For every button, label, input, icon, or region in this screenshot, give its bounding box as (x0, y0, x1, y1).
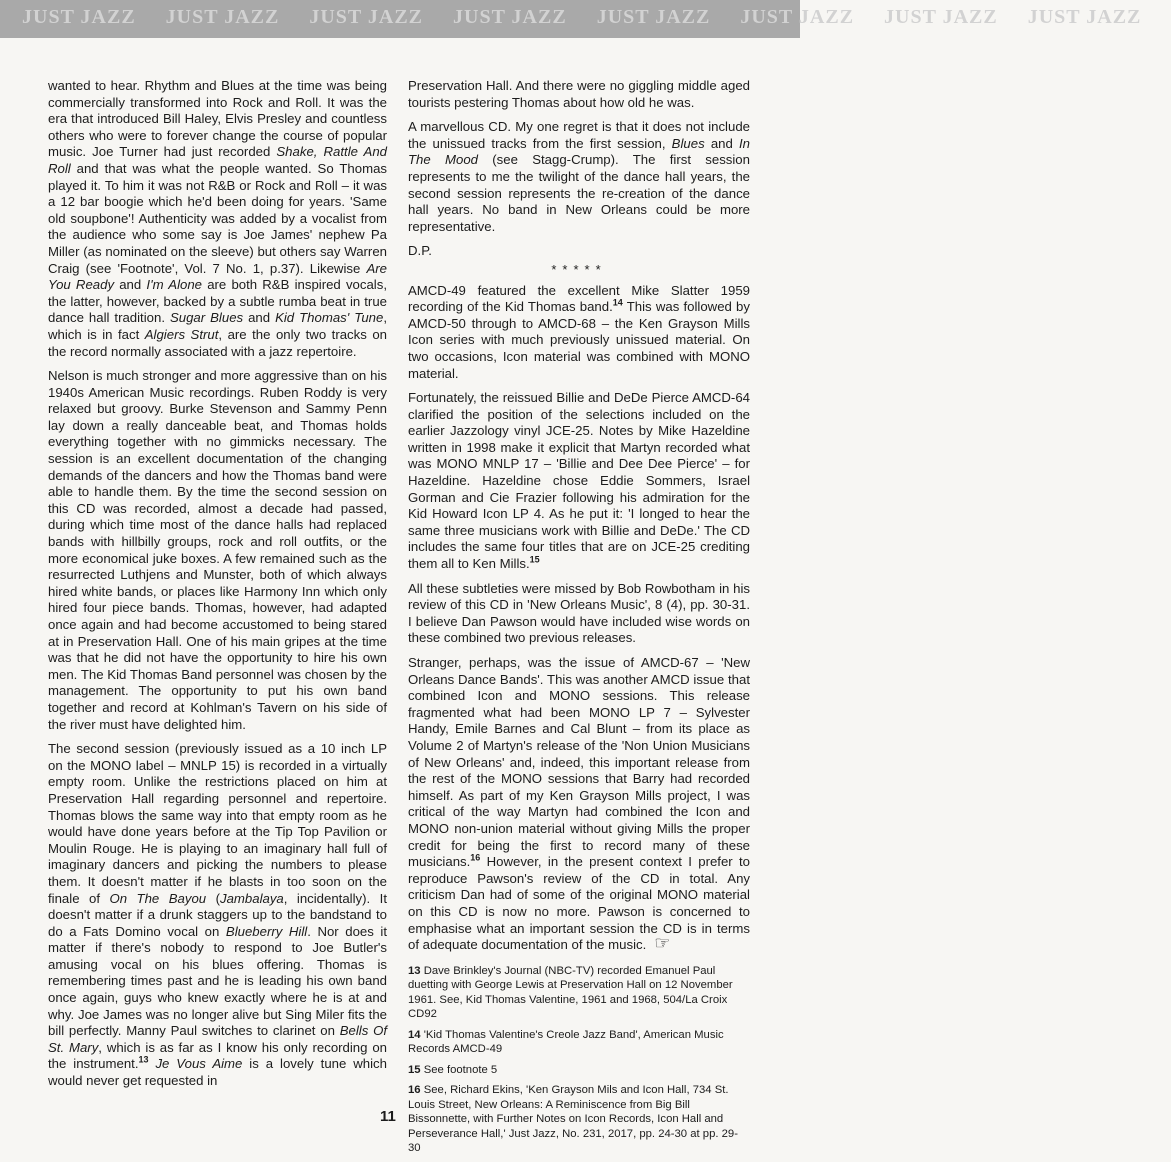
italic-title: Kid Thomas' Tune (275, 310, 384, 326)
paragraph: A marvellous CD. My one regret is that it does not include the unissued tracks from the first session, Blues and In The Mood (see Stagg-Crump). The first session represents to me the twilight of the dance hall years, the second session represents the re-creation of the dance hall years. No band in New Orleans could be more representative. (408, 119, 750, 234)
page-number: 11 (380, 1108, 396, 1125)
paragraph: Nelson is much stronger and more aggressive than on his 1940s American Music recordings. Ruben Roddy is very relaxed but groovy. Burke Stevenson and Sammy Penn lay down a really danceable beat, and Thomas holds everything together with no gimmicks necessary. The session is an excellent documentation of the changing demands of the dancers and how the Thomas band were able to handle them. By the time the second session on this CD was recorded, almost a decade had passed, during which time most of the dance halls had replaced bands with hillbilly groups, rock and roll outfits, or the more economical juke boxes. A few remained such as the resurrected Luthjens and Munster, both of which always hired white bands, or places like Harmony Inn which only hired four piece bands. Thomas, however, had adapted once again and had become accustomed to being stared at in Preservation Hall. One of his main gripes at the time was that he did not have the opportunity to hire his own men. The Kid Thomas Band personnel was chosen by the management. The opportunity to put his own band together and record at Kohlman's Tavern on his side of the river must have delighted him. (48, 368, 387, 732)
paragraph: Stranger, perhaps, was the issue of AMCD-67 – 'New Orleans Dance Bands'. This was another AMCD issue that combined Icon and MONO sessions. This release fragmented what had been MONO LP 7 – Sylvester Handy, Emile Barnes and Cal Blunt – from its place as Volume 2 of Martyn's release of the 'Non Union Musicians of New Orleans' and, indeed, this important release from the rest of the MONO sessions that Barry had recorded himself. As part of my Ken Grayson Mills project, I was critical of the way Martyn had combined the Icon and MONO non-union material without giving Mills the proper credit for being the first to record many of these musicians.$^{16}$ However, in the present context I prefer to reproduce Pawson's review of the CD in total. Any criticism Dan had of some of the original MONO material on this CD is now no more. Pawson is concerned to emphasise what an important session the CD is in terms of adequate documentation of the music. ☞ (408, 655, 750, 954)
banner-text: JUST JAZZ (1027, 6, 1142, 28)
italic-title: Blueberry Hill (225, 923, 308, 939)
page-header-banner (0, 0, 1142, 38)
section-separator: ***** (551, 261, 607, 277)
paragraph: Preservation Hall. And there were no giggling middle aged tourists pestering Thomas about how old he was. (408, 78, 750, 110)
italic-title: Algiers Strut (144, 326, 219, 342)
banner-text: JUST JAZZ (22, 6, 136, 28)
footnote: 15 See footnote 5 (408, 1063, 498, 1076)
banner-text: JUST JAZZ (165, 6, 280, 28)
italic-title: Blues (671, 135, 705, 151)
right-column (408, 78, 750, 1162)
paragraph: wanted to hear. Rhythm and Blues at the time was being commercially transformed into Rock and Roll. It was the era that introduced Bill Haley, Elvis Presley and countless others who were to forever change the course of popular music. Joe Turner had just recorded Shake, Rattle And Roll and that was what the people wanted. So Thomas played it. To him it was not R&B or Rock and Roll – it was a 12 bar boogie which he'd been doing for years. 'Same old soupbone'! Authenticity was added by a vocalist from the audience who some say is Joe James' nephew Pa Miller (as nominated on the sleeve) but others say Warren Craig (see 'Footnote', Vol. 7 No. 1, p.37). Likewise Are You Ready and I'm Alone are both R&B inspired vocals, the latter, however, backed by a subtle rumba beat in true dance hall tradition. Sugar Blues and Kid Thomas' Tune, which is in fact Algiers Strut, are the only two tracks on the record normally associated with a jazz repertoire. (48, 78, 387, 359)
footnote: 16 See, Richard Ekins, 'Ken Grayson Mils and Icon Hall, 734 St. Louis Street, New Orleans: A Reminiscence from Big Bill Bissonnette, with Further Notes on Icon Records, Icon Hall and Perseverance Hall,' Just Jazz, No. 231, 2017, pp. 24-30 at pp. 29-30 (408, 1084, 738, 1155)
italic-title: Jambalaya (219, 890, 284, 906)
footnotes (408, 964, 750, 1156)
footnote-ref: 14 (612, 297, 623, 308)
footnote-ref: 13 (138, 1055, 149, 1066)
author-signature: D.P. (408, 243, 432, 259)
banner-text: JUST JAZZ (884, 6, 998, 28)
italic-title: Shake, Rattle And Roll (48, 144, 387, 176)
footnote: 13 Dave Brinkley's Journal (NBC-TV) recorded Emanuel Paul duetting with George Lewis at Preservation Hall on 12 November 1961. See, Kid Thomas Valentine, 1961 and 1968, 504/La Croix CD92 (408, 964, 733, 1021)
continue-pointing-hand-icon: ☞ (654, 933, 671, 954)
paragraph: The second session (previously issued as a 10 inch LP on the MONO label – MNLP 15) is recorded in a virtually empty room. Unlike the restrictions placed on him at Preservation Hall regarding personnel and repertoire. Thomas blows the same way into that empty room as he would have done years before at the Tip Top Pavilion or Moulin Rouge. He is playing to an imaginary hall full of imaginary dancers and picking the numbers to please them. It doesn't matter if he blasts in too soon on the finale of On The Bayou (Jambalaya, incidentally). It doesn't matter if a drunk staggers up to the bandstand to do a Fats Domino vocal on Blueberry Hill. Nor does it matter if there's nobody to respond to Joe Butler's amusing vocal on his blues offering. Thomas is remembering times past and he is leading his own band once again, guys who knew exactly where he is at and why. Joe James was no longer alive but Sing Miler fits the bill perfectly. Manny Paul switches to clarinet on Bells Of St. Mary, which is as far as I know his only recording on the instrument.$^{13}$ Je Vous Aime is a lovely tune which would never get requested in (48, 741, 388, 1089)
italic-title: Bells Of St. Mary (48, 1023, 387, 1055)
footnote-ref: 15 (529, 554, 540, 565)
left-column (48, 78, 387, 1098)
paragraph: AMCD-49 featured the excellent Mike Slatter 1959 recording of the Kid Thomas band.$^{14}$ This was followed by AMCD-50 through to AMCD-68 – the Ken Grayson Mills Icon series with much previously unissued material. On two occasions, Icon material was combined with MONO material. (408, 282, 750, 381)
paragraph: All these subtleties were missed by Bob Rowbotham in his review of this CD in 'New Orleans Music', 8 (4), pp. 30-31. I believe Dan Pawson would have included wise words on these combined two previous releases. (408, 580, 750, 646)
banner-text: JUST JAZZ (740, 6, 855, 28)
italic-title: Are You Ready (48, 260, 387, 293)
footnote-number: 15 (408, 1063, 421, 1076)
italic-title: Je Vous Aime (155, 1056, 243, 1072)
paragraph: Fortunately, the reissued Billie and DeDe Pierce AMCD-64 clarified the position of the selections included on the earlier Jazzology vinyl JCE-25. Notes by Mike Hazeldine written in 1998 make it explicit that Martyn recorded what was MONO MNLP 17 – 'Billie and Dee Dee Pierce' – for Hazeldine. Hazeldine chose Eddie Sommers, Israel Gorman and Cie Frazier following his admiration for the Kid Howard Icon LP 4. As he put it: 'I longed to hear the same three musicians work with Billie and DeDe.' The CD includes the same four titles that are on JCE-25 crediting them all to Ken Mills.$^{15}$ (408, 390, 750, 572)
footnote-number: 13 (408, 964, 421, 977)
footnote: 14 'Kid Thomas Valentine's Creole Jazz Band', American Music Records AMCD-49 (408, 1028, 724, 1056)
italic-title: Sugar Blues (169, 310, 244, 326)
banner-text: JUST JAZZ (309, 6, 424, 28)
right-column-paragraphs-bottom (408, 283, 750, 954)
footnote-ref: 16 (470, 852, 481, 863)
footnote-number: 14 (408, 1028, 421, 1041)
footnote-number: 16 (408, 1084, 421, 1097)
italic-title: On The Bayou (109, 890, 207, 906)
banner-text: JUST JAZZ (596, 6, 711, 28)
right-column-paragraphs-top (408, 78, 750, 235)
banner-text: JUST JAZZ (453, 6, 567, 28)
italic-title: I'm Alone (146, 277, 203, 293)
italic-title: In The Mood (408, 135, 750, 168)
